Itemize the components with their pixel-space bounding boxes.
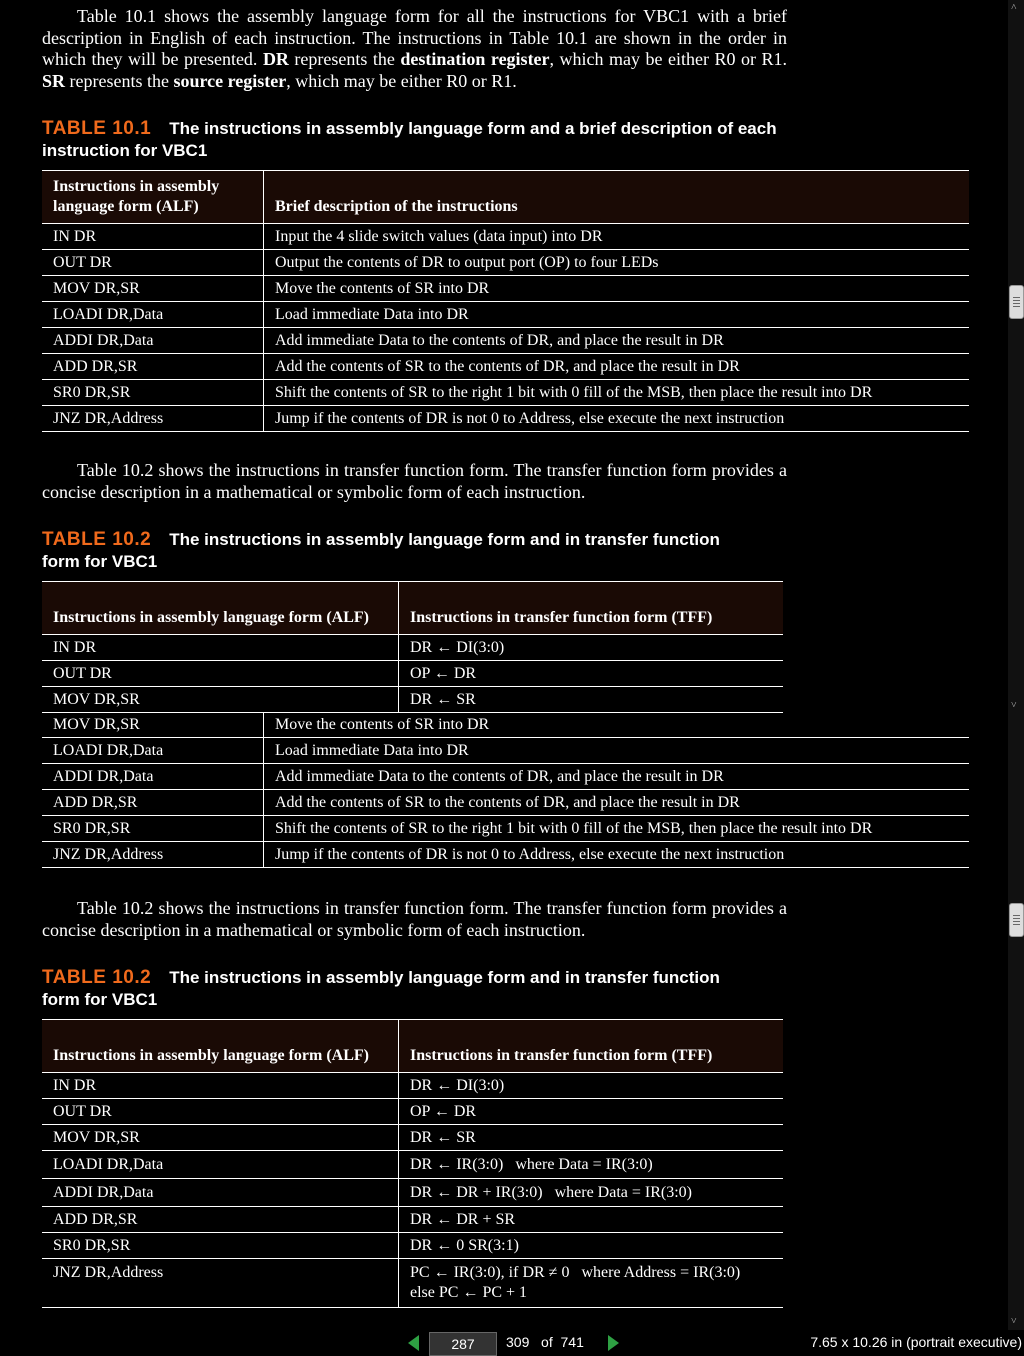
scroll-thumb[interactable] bbox=[1009, 285, 1024, 319]
table2b bbox=[42, 1019, 783, 1308]
table-row: JNZ DR,Address Jump if the contents of DR is not 0 to Address, else execute the next instruction bbox=[42, 842, 969, 868]
table-row: OUT DR Output the contents of DR to output port (OP) to four LEDs bbox=[42, 250, 969, 276]
table-row: ADD DR,SR Add the contents of SR to the contents of DR, and place the result in DR bbox=[42, 790, 969, 816]
next-page-icon[interactable] bbox=[608, 1335, 619, 1351]
table1-title: The instructions in assembly language form and a brief description of each instruction for VBC1 bbox=[42, 119, 777, 160]
table1-caption bbox=[42, 118, 822, 162]
table2b-caption bbox=[42, 967, 762, 1011]
table-row: LOADI DR,Data Load immediate Data into DR bbox=[42, 738, 969, 764]
table1-header-desc: Brief description of the instructions bbox=[264, 171, 970, 224]
table-row: SR0 DR,SR Shift the contents of SR to the right 1 bit with 0 fill of the MSB, then place the result into DR bbox=[42, 380, 969, 406]
table-row: ADDI DR,Data Add immediate Data to the contents of DR, and place the result in DR bbox=[42, 328, 969, 354]
table-row: ADDI DR,Data DR ← DR + IR(3:0) where Data = IR(3:0) bbox=[42, 1179, 783, 1207]
scroll-up-icon[interactable]: ˄ bbox=[1011, 2, 1017, 13]
table1-number: TABLE 10.1 bbox=[42, 118, 152, 139]
table1 bbox=[42, 170, 969, 432]
table-row: OUT DR OP ← DR bbox=[42, 1099, 783, 1125]
intro-paragraph: Table 10.1 shows the assembly language form for all the instructions for VBC1 with a brief description in English of each instruction. The instructions in Table 10.1 are shown in the order in which they will be presented. DR represents the destination register, which may be either R0 or R1. SR represents the source register, which may be either R0 or R1. bbox=[42, 6, 787, 91]
table-row: SR0 DR,SR DR ← 0 SR(3:1) bbox=[42, 1233, 783, 1259]
scroll-down-icon[interactable]: ˅ bbox=[1011, 1316, 1017, 1327]
scroll-down-marker-icon: ˅ bbox=[1011, 700, 1017, 711]
scroll-thumb-secondary[interactable] bbox=[1009, 903, 1024, 937]
status-bar bbox=[0, 1330, 1024, 1356]
table-row: JNZ DR,Address PC ← IR(3:0), if DR ≠ 0 where Address = IR(3:0) else PC ← PC + 1 bbox=[42, 1259, 783, 1308]
table-row: ADD DR,SR Add the contents of SR to the contents of DR, and place the result in DR bbox=[42, 354, 969, 380]
table2a bbox=[42, 581, 783, 713]
table-row: MOV DR,SR DR ← SR bbox=[42, 687, 783, 713]
table-row: JNZ DR,Address Jump if the contents of DR is not 0 to Address, else execute the next instruction bbox=[42, 406, 969, 432]
table-row: LOADI DR,Data Load immediate Data into DR bbox=[42, 302, 969, 328]
table2-title: The instructions in assembly language form and in transfer function form for VBC1 bbox=[42, 530, 720, 571]
table2b-number: TABLE 10.2 bbox=[42, 967, 152, 988]
table2a-header-tff: Instructions in transfer function form (TFF) bbox=[399, 582, 784, 635]
table1-header-alf: Instructions in assembly language form (ALF) bbox=[42, 171, 264, 224]
table-row: ADDI DR,Data Add immediate Data to the contents of DR, and place the result in DR bbox=[42, 764, 969, 790]
table-row: IN DR DR ← DI(3:0) bbox=[42, 635, 783, 661]
table-row: ADD DR,SR DR ← DR + SR bbox=[42, 1207, 783, 1233]
table2-number: TABLE 10.2 bbox=[42, 529, 152, 550]
table2-caption bbox=[42, 529, 762, 573]
page-size-label: 7.65 x 10.26 in (portrait executive) bbox=[810, 1334, 1022, 1350]
page-info: 309 of 741 bbox=[506, 1334, 584, 1350]
prev-page-icon[interactable] bbox=[408, 1335, 419, 1351]
page-number-input[interactable]: 287 bbox=[429, 1332, 497, 1356]
table-row: IN DR DR ← DI(3:0) bbox=[42, 1073, 783, 1099]
table2a-header-alf: Instructions in assembly language form (ALF) bbox=[42, 582, 399, 635]
table-row: MOV DR,SR Move the contents of SR into DR bbox=[42, 276, 969, 302]
table2a-wide bbox=[42, 712, 969, 868]
table-row: MOV DR,SR Move the contents of SR into DR bbox=[42, 712, 969, 738]
table-row: LOADI DR,Data DR ← IR(3:0) where Data = IR(3:0) bbox=[42, 1151, 783, 1179]
table2b-header-tff: Instructions in transfer function form (TFF) bbox=[399, 1020, 784, 1073]
table-row: SR0 DR,SR Shift the contents of SR to the right 1 bit with 0 fill of the MSB, then place the result into DR bbox=[42, 816, 969, 842]
table-row: MOV DR,SR DR ← SR bbox=[42, 1125, 783, 1151]
table-row: IN DR Input the 4 slide switch values (data input) into DR bbox=[42, 224, 969, 250]
table2b-header-alf: Instructions in assembly language form (ALF) bbox=[42, 1020, 399, 1073]
table-row: OUT DR OP ← DR bbox=[42, 661, 783, 687]
table2b-title: The instructions in assembly language form and in transfer function form for VBC1 bbox=[42, 968, 720, 1009]
table2-intro-paragraph-repeat: Table 10.2 shows the instructions in transfer function form. The transfer function form provides a concise description in a mathematical or symbolic form of each instruction. bbox=[42, 898, 787, 940]
table2-intro-paragraph: Table 10.2 shows the instructions in transfer function form. The transfer function form provides a concise description in a mathematical or symbolic form of each instruction. bbox=[42, 460, 787, 502]
vertical-scrollbar[interactable] bbox=[1008, 0, 1024, 1330]
